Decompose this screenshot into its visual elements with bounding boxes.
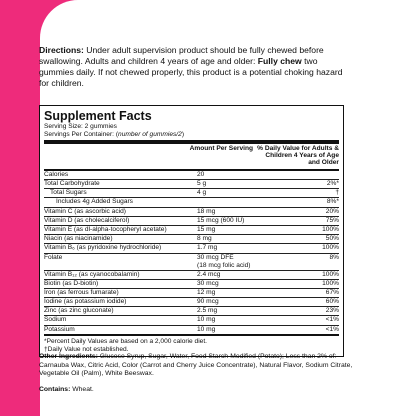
nutrient-name: Iodine (as potassium iodide) <box>44 298 127 306</box>
other-ingredients-text: Glucose Syrup, Sugar, Water, Food Starch-Modified (Potato); Less than 2% of: Carnauba Wax, Citric Acid, Color (Carrot and Cherry Juice Concentrate), Natural Flavor, Sodium Citrate, Vegetable Oil (Palm), White Beeswax. <box>39 353 353 378</box>
nutrient-name: Vitamin C (as ascorbic acid) <box>44 207 126 215</box>
servings-italic: number of gummies/2 <box>118 130 182 138</box>
nutrient-row <box>44 208 339 217</box>
footnote-dagger: †Daily Value not established. <box>44 345 129 353</box>
footnote-calorie: *Percent Daily Values are based on a 2,000 calorie diet. <box>44 337 207 345</box>
nutrient-amount: 15 mcg (600 IU) <box>197 216 245 224</box>
nutrient-daily-value: 8% <box>329 253 339 261</box>
directions-text-2: two gummies daily. If not chewed properly, this product is a potential choking hazard for children. <box>39 56 343 88</box>
nutrient-row <box>44 298 339 307</box>
header-amount: Amount Per Serving <box>189 144 253 152</box>
nutrient-amount: 15 mg <box>197 225 216 233</box>
directions-bold: Fully chew <box>257 56 302 66</box>
nutrient-name: Calories <box>44 170 69 178</box>
serving-size: Serving Size: 2 gummies <box>44 123 117 130</box>
nutrient-amount: 2.4 mcg <box>197 270 221 278</box>
directions-block <box>39 45 349 89</box>
nutrient-row <box>44 198 339 207</box>
nutrient-name: Vitamin B₁₂ (as cyanocobalamin) <box>44 270 140 278</box>
nutrient-amount: 30 mcg <box>197 279 219 287</box>
header-daily-value: % Daily Value for Adults & Children 4 Years of Age and Older <box>257 144 339 167</box>
nutrient-name: Folate <box>44 253 63 261</box>
nutrient-row <box>44 307 339 316</box>
nutrient-row <box>44 244 339 253</box>
nutrient-name: Total Carbohydrate <box>44 180 100 187</box>
nutrient-amount <box>197 254 287 270</box>
nutrient-daily-value: 100% <box>322 244 339 252</box>
nutrient-daily-value: 100% <box>322 279 339 287</box>
nutrient-amount: 18 mg <box>197 207 216 215</box>
nutrient-amount: 1.7 mg <box>197 244 218 252</box>
nutrient-daily-value: <1% <box>325 316 339 324</box>
nutrient-daily-value: 50% <box>325 235 339 243</box>
nutrient-amount: 2.5 mg <box>197 307 218 315</box>
directions-text <box>39 45 349 89</box>
facts-title: Supplement Facts <box>44 109 152 123</box>
footnotes <box>44 336 339 354</box>
nutrient-row <box>44 316 339 325</box>
directions-label: Directions: <box>39 45 84 55</box>
servings-suffix: ) <box>181 130 185 138</box>
nutrient-row <box>44 226 339 235</box>
nutrient-row <box>44 235 339 244</box>
nutrient-daily-value: 20% <box>325 207 339 215</box>
nutrient-amount: 90 mcg <box>197 298 219 306</box>
supplement-facts-panel <box>39 105 344 357</box>
nutrient-daily-value: 75% <box>325 216 339 224</box>
nutrient-amount-line2: (18 mcg folic acid) <box>197 261 251 269</box>
nutrient-daily-value: 8%* <box>326 198 339 206</box>
nutrient-amount: 8 mg <box>197 235 212 243</box>
nutrient-row <box>44 280 339 289</box>
nutrient-amount: 5 g <box>197 180 207 187</box>
servings-prefix: Servings Per Container: ( <box>44 130 119 138</box>
nutrient-rows <box>44 171 339 336</box>
nutrient-name: Includes 4g Added Sugars <box>56 198 133 206</box>
nutrient-daily-value: 100% <box>322 270 339 278</box>
nutrient-name: Biotin (as D-biotin) <box>44 279 99 287</box>
nutrient-amount: 10 mg <box>197 316 216 324</box>
nutrient-daily-value: 67% <box>325 288 339 296</box>
facts-header <box>44 144 339 169</box>
nutrient-name: Sodium <box>44 316 67 324</box>
nutrient-amount: 4 g <box>197 189 207 197</box>
nutrient-row <box>44 254 339 271</box>
nutrient-row <box>44 180 339 189</box>
nutrient-daily-value: 23% <box>325 307 339 315</box>
nutrient-daily-value: 100% <box>322 225 339 233</box>
contains-statement <box>39 386 94 393</box>
nutrient-name: Iron (as ferrous fumarate) <box>44 288 119 296</box>
nutrient-row <box>44 289 339 298</box>
nutrient-daily-value: <1% <box>325 325 339 333</box>
nutrient-row <box>44 189 339 198</box>
nutrient-amount: 12 mg <box>197 288 216 296</box>
servings-per-container <box>44 131 339 139</box>
header-spacer <box>44 145 181 167</box>
nutrient-name: Vitamin B₆ (as pyridoxine hydrochloride) <box>44 244 162 252</box>
contains-label: Contains: <box>39 386 71 393</box>
nutrient-amount: 20 <box>197 170 205 178</box>
directions-text-1: Under adult supervision product should be fully chewed before swallowing. Adults and children 4 years of age and older: <box>39 45 324 66</box>
nutrient-amount: 10 mg <box>197 325 216 333</box>
nutrient-daily-value: 2%* <box>326 180 339 187</box>
nutrient-daily-value: † <box>335 189 339 197</box>
nutrient-row <box>44 326 339 336</box>
nutrient-name: Niacin (as niacinamide) <box>44 235 113 243</box>
nutrient-name: Potassium <box>44 325 75 333</box>
nutrient-daily-value: 60% <box>325 298 339 306</box>
nutrient-name: Total Sugars <box>50 189 87 197</box>
contains-text: Wheat. <box>70 386 94 393</box>
nutrient-amount-line1: 30 mcg DFE <box>197 253 234 261</box>
nutrient-row <box>44 271 339 280</box>
nutrient-name: Vitamin E (as dl-alpha-tocopheryl acetate) <box>44 225 167 233</box>
nutrient-row <box>44 171 339 180</box>
nutrient-name: Zinc (as zinc gluconate) <box>44 307 114 315</box>
nutrient-name: Vitamin D (as cholecalciferol) <box>44 216 130 224</box>
other-ingredients-label: Other Ingredients: <box>39 353 98 360</box>
nutrient-row <box>44 217 339 226</box>
other-ingredients <box>39 353 361 379</box>
